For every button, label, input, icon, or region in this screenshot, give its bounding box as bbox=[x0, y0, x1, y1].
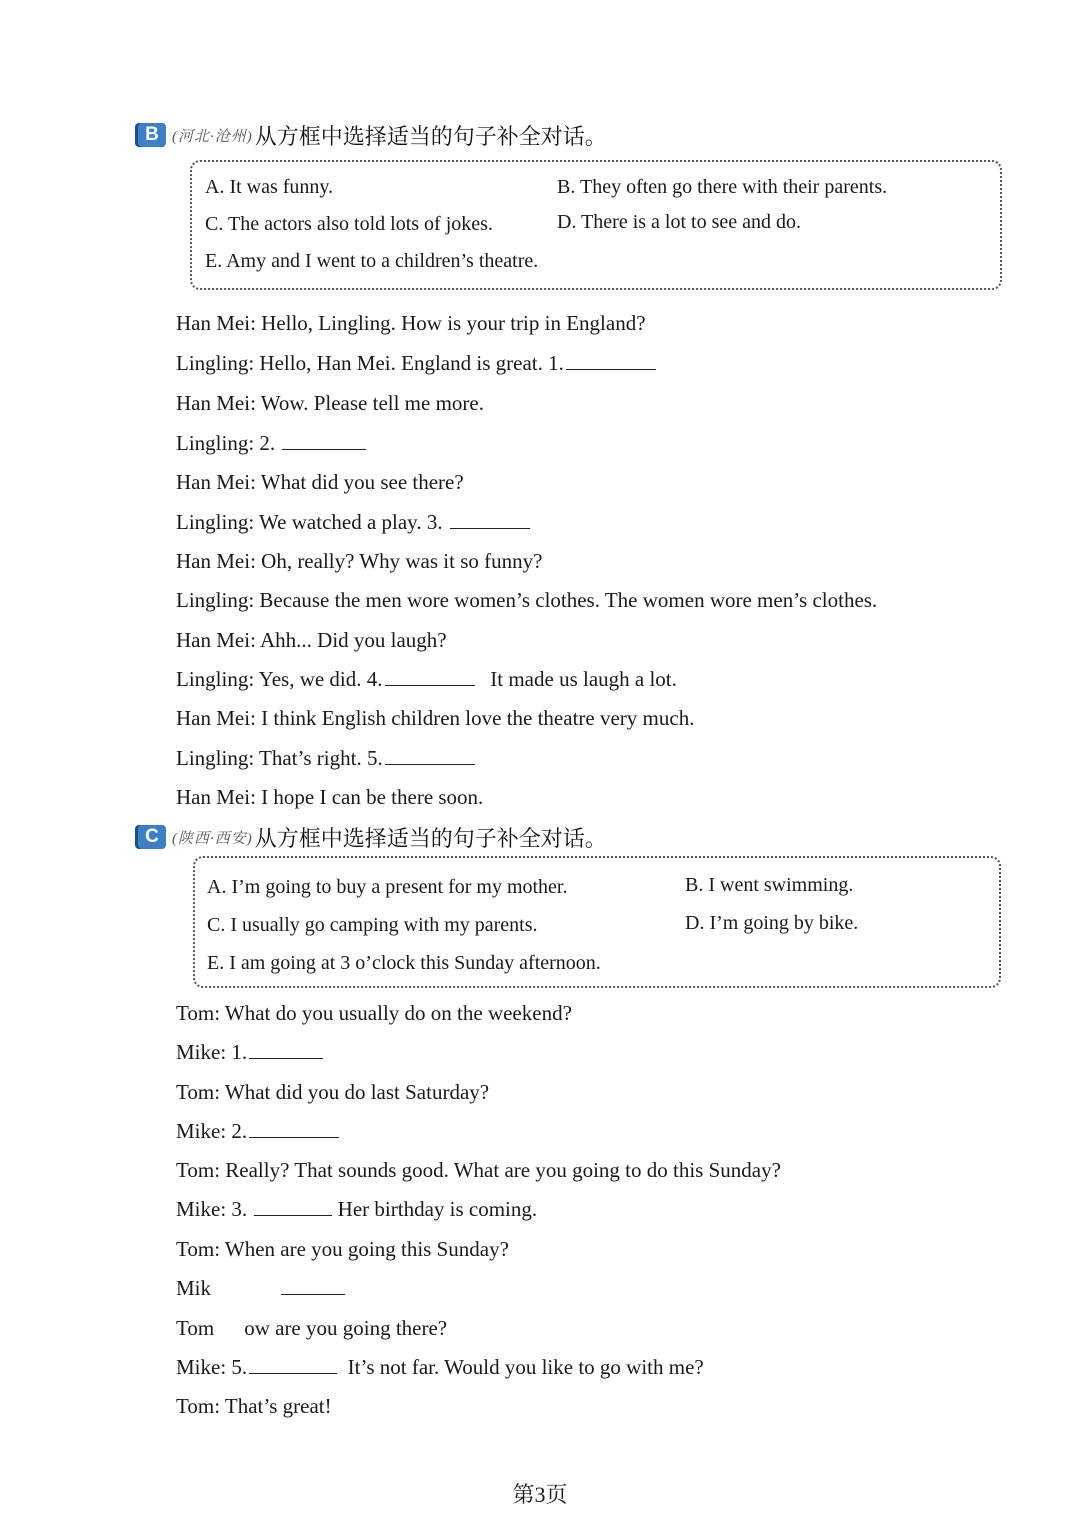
answer-blank[interactable] bbox=[249, 1040, 323, 1059]
dialogue-line: Mike: 1. bbox=[176, 1040, 323, 1065]
section-b-option-d: D. There is a lot to see and do. bbox=[557, 211, 802, 233]
dialogue-line: Han Mei: Hello, Lingling. How is your trip in England? bbox=[176, 311, 646, 335]
dialogue-line: Lingling: Yes, we did. 4. It made us laugh a lot. bbox=[176, 667, 677, 691]
section-c-option-box bbox=[193, 856, 1001, 988]
page-number: 第3页 bbox=[512, 1482, 568, 1507]
section-c-option-b: B. I went swimming. bbox=[685, 874, 854, 896]
section-b-region: (河北·沧州) bbox=[172, 128, 253, 145]
dialogue-line: Lingling: We watched a play. 3. bbox=[176, 510, 530, 535]
section-b-option-a: A. It was funny. bbox=[205, 176, 334, 198]
dialogue-line: Han Mei: Wow. Please tell me more. bbox=[176, 391, 484, 415]
dialogue-line: Tom: When are you going this Sunday? bbox=[176, 1237, 509, 1261]
dialogue-line: Han Mei: Oh, really? Why was it so funny? bbox=[176, 549, 543, 573]
dialogue-line: Lingling: Because the men wore women’s clothes. The women wore men’s clothes. bbox=[176, 588, 878, 612]
section-c-option-a: A. I’m going to buy a present for my mother. bbox=[207, 876, 568, 898]
section-b-option-b: B. They often go there with their parents. bbox=[557, 176, 888, 198]
section-b-badge: B bbox=[138, 123, 166, 147]
section-c-region: (陕西·西安) bbox=[172, 830, 253, 847]
section-c-option-e: E. I am going at 3 o’clock this Sunday afternoon. bbox=[207, 952, 601, 974]
answer-blank[interactable] bbox=[249, 1119, 339, 1138]
section-b-instruction: 从方框中选择适当的句子补全对话。 bbox=[254, 123, 607, 149]
section-c-header bbox=[138, 822, 607, 852]
section-b-header bbox=[138, 120, 607, 150]
answer-blank[interactable] bbox=[385, 667, 475, 686]
dialogue-line: Tom: Really? That sounds good. What are you going to do this Sunday? bbox=[176, 1158, 781, 1182]
dialogue-line: Tom: What do you usually do on the weekend? bbox=[176, 1001, 572, 1025]
section-b-option-box bbox=[190, 160, 1002, 290]
answer-blank[interactable] bbox=[566, 351, 656, 370]
dialogue-line: Mike: 3. Her birthday is coming. bbox=[176, 1197, 538, 1221]
section-c-option-d: D. I’m going by bike. bbox=[685, 912, 859, 934]
dialogue-line: Tom: That’s great! bbox=[176, 1394, 332, 1418]
dialogue-line: Tom ow are you going there? bbox=[176, 1316, 448, 1340]
dialogue-line: Mike: 2. bbox=[176, 1119, 339, 1144]
dialogue-line: Mik bbox=[176, 1276, 345, 1301]
answer-blank[interactable] bbox=[249, 1355, 337, 1374]
dialogue-line: Mike: 5. It’s not far. Would you like to go with me? bbox=[176, 1355, 704, 1379]
section-b-option-e: E. Amy and I went to a children’s theatre. bbox=[205, 250, 539, 272]
dialogue-line: Tom: What did you do last Saturday? bbox=[176, 1080, 490, 1104]
dialogue-line: Han Mei: I hope I can be there soon. bbox=[176, 785, 484, 809]
section-c-instruction: 从方框中选择适当的句子补全对话。 bbox=[254, 825, 607, 851]
dialogue-line: Lingling: That’s right. 5. bbox=[176, 746, 475, 771]
answer-blank[interactable] bbox=[450, 510, 530, 529]
answer-blank[interactable] bbox=[282, 431, 366, 450]
dialogue-line: Han Mei: I think English children love the theatre very much. bbox=[176, 706, 695, 730]
dialogue-line: Lingling: 2. bbox=[176, 431, 366, 456]
answer-blank[interactable] bbox=[281, 1276, 345, 1295]
section-c-option-c: C. I usually go camping with my parents. bbox=[207, 914, 538, 936]
section-b-option-c: C. The actors also told lots of jokes. bbox=[205, 213, 493, 235]
dialogue-line: Lingling: Hello, Han Mei. England is great. 1. bbox=[176, 351, 656, 376]
section-c-badge: C bbox=[138, 825, 166, 849]
answer-blank[interactable] bbox=[254, 1197, 332, 1216]
answer-blank[interactable] bbox=[385, 746, 475, 765]
dialogue-line: Han Mei: Ahh... Did you laugh? bbox=[176, 628, 447, 652]
dialogue-line: Han Mei: What did you see there? bbox=[176, 470, 464, 494]
